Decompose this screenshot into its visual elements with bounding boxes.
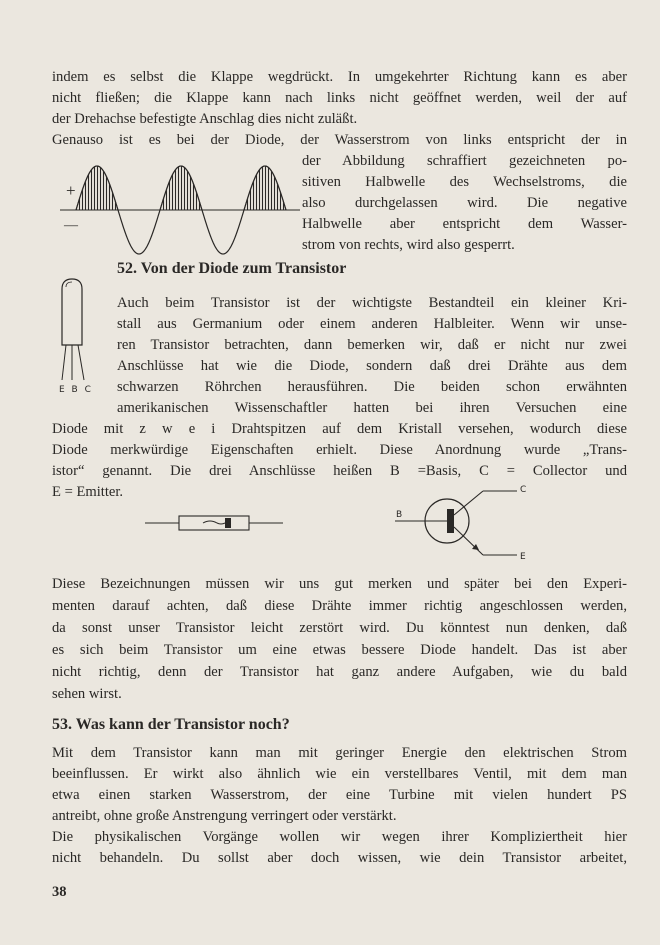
- text-line: also durchgelassen wird. Die negative: [302, 195, 627, 211]
- text-line: Die physikalischen Vorgänge wollen wir wegen ihrer Kompliziertheit hier: [52, 829, 627, 845]
- text-line: schwarzen Röhrchen herausführen. Die beiden schon erwähnten: [117, 379, 627, 395]
- text-line: es sich beim Transistor um eine etwas bessere Diode handelt. Das ist aber: [52, 642, 627, 658]
- text-line: stall aus Germanium oder einem anderen Halbleiter. Wenn wir unse-: [117, 316, 627, 332]
- symbol-label-c: C: [520, 485, 527, 495]
- half-wave-figure: [60, 158, 300, 268]
- plus-sign: +: [66, 181, 76, 200]
- page-number: 38: [52, 884, 67, 900]
- text-line: nicht richtig, denn der Transistor hat ganz andere Aufgaben, wie du bald: [52, 664, 627, 680]
- transistor-pin-labels: E B C: [59, 385, 93, 395]
- transistor-symbol: [395, 483, 545, 563]
- symbol-label-e: E: [520, 552, 526, 562]
- transistor-drawing: [52, 275, 92, 390]
- text-line: indem es selbst die Klappe wegdrückt. In umgekehrter Richtung kann es aber: [52, 69, 627, 85]
- text-line: etwa einen starken Wasserstrom, der eine Turbine mit vielen hundert PS: [52, 787, 627, 803]
- text-line: Halbwelle aber entspricht dem Wasser-: [302, 216, 627, 232]
- text-line: Diode mit z w e i Drahtspitzen auf dem Kristall versehen, wodurch diese: [52, 421, 627, 437]
- section-53-heading: 53. Was kann der Transistor noch?: [52, 716, 290, 733]
- text-line: Diese Bezeichnungen müssen wir uns gut merken und später bei den Experi-: [52, 576, 627, 592]
- text-line: menten darauf achten, daß diese Drähte immer richtig angeschlossen werden,: [52, 598, 627, 614]
- text-line: strom von rechts, wird also gesperrt.: [302, 237, 515, 253]
- minus-sign: —: [64, 218, 78, 233]
- text-line: amerikanischen Wissenschaftler hatten bei ihren Versuchen eine: [117, 400, 627, 416]
- diode-symbol: [145, 509, 285, 539]
- text-line: Mit dem Transistor kann man mit geringer Energie den elektrischen Strom: [52, 745, 627, 761]
- text-line: Genauso ist es bei der Diode, der Wasserstrom von links entspricht der in: [52, 132, 627, 148]
- text-line: E = Emitter.: [52, 484, 124, 500]
- text-line: antreibt, ohne große Anstrengung verringert oder verstärkt.: [52, 808, 397, 824]
- text-line: sitiven Halbwelle des Wechselstroms, die: [302, 174, 627, 190]
- section-52-heading: 52. Von der Diode zum Transistor: [117, 260, 347, 277]
- text-line: der Abbildung schraffiert gezeichneten po-: [302, 153, 627, 169]
- text-line: Auch beim Transistor ist der wichtigste Bestandteil ein kleiner Kri-: [117, 295, 627, 311]
- text-line: sehen wirst.: [52, 686, 122, 702]
- text-line: nicht fließen; die Klappe kann nach links nicht geöffnet werden, weil der auf: [52, 90, 627, 106]
- text-line: nicht behandeln. Du sollst aber doch wissen, wie dein Transistor arbeitet,: [52, 850, 627, 866]
- text-line: beeinflussen. Er wirkt also ähnlich wie ein verstellbares Ventil, mit dem man: [52, 766, 627, 782]
- text-line: Anschlüsse hat wie die Diode, sondern daß drei Drähte aus dem: [117, 358, 627, 374]
- text-line: da sonst unser Transistor leicht zerstört wird. Du könntest nun denken, daß: [52, 620, 627, 636]
- positive-half-wave: [76, 166, 286, 210]
- text-line: Diode merkwürdige Eigenschaften erhielt. Diese Anordnung wurde „Trans-: [52, 442, 627, 458]
- text-line: ren Transistor betrachten, dann bemerken wir, daß er nicht nur zwei: [117, 337, 627, 353]
- text-line: der Drehachse befestigte Anschlag dies nicht zuläßt.: [52, 111, 358, 127]
- symbol-label-b: B: [396, 510, 403, 520]
- text-line: istor“ genannt. Die drei Anschlüsse heißen B =Basis, C = Collector und: [52, 463, 627, 479]
